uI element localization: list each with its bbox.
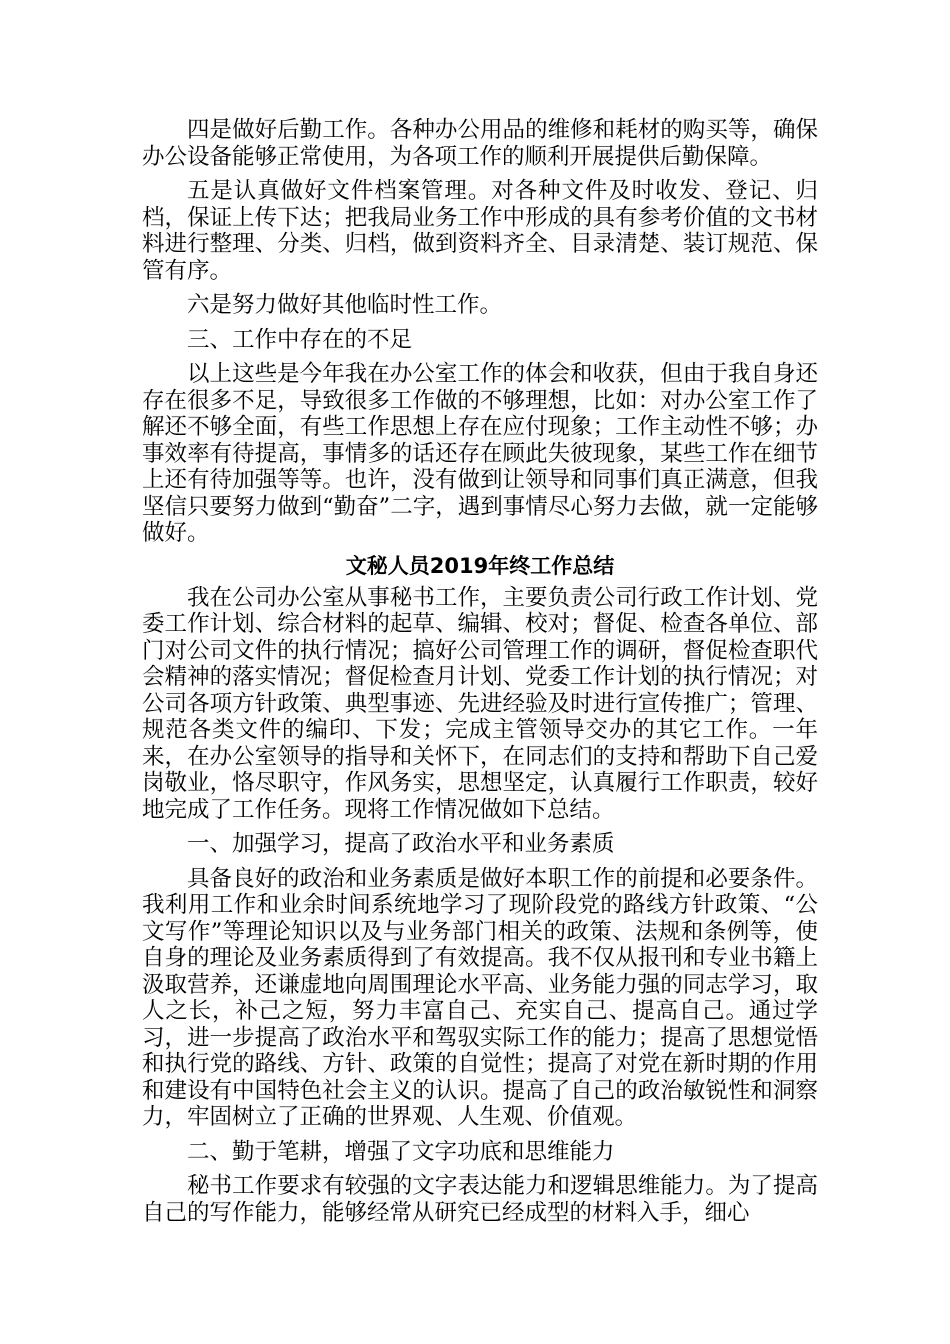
section-heading-shortcomings: 三、工作中存在的不足	[187, 326, 413, 353]
document-body	[142, 117, 818, 1234]
section-heading-study: 一、加强学习，提高了政治水平和业务素质	[187, 831, 615, 857]
paragraph-intro: 我在公司办公室从事秘书工作，主要负责公司行政工作计划、党委工作计划、综合材料的起草、编辑、校对；督促、检查各单位、部门对公司文件的执行情况；搞好公司管理工作的调研，督促检查职代会精神的落实情况；督促检查月计划、党委工作计划的执行情况；对公司各项方针政策、典型事迹、先进经验及时进行宣传推广；管理、规范各类文件的编印、下发；完成主管领导交办的其它工作。一年来，在办公室领导的指导和关怀下，在同志们的支持和帮助下自己爱岗敬业，恪尽职守，作风务实，思想坚定，认真履行工作职责，较好地完成了工作任务。现将工作情况做如下总结。	[142, 584, 818, 823]
paragraph-logistics: 四是做好后勤工作。各种办公用品的维修和耗材的购买等，确保办公设备能够正常使用，为各项工作的顺利开展提供后勤保障。	[142, 117, 818, 170]
paragraph-temporary-work: 六是努力做好其他临时性工作。	[187, 292, 503, 318]
paragraph-study: 具备良好的政治和业务素质是做好本职工作的前提和必要条件。我利用工作和业余时间系统地学习了现阶段党的路线方针政策、“公文写作”等理论知识以及与业务部门相关的政策、法规和条例等，使自身的理论及业务素质得到了有效提高。我不仅从报刊和专业书籍上汲取营养，还谦虚地向周围理论水平高、业务能力强的同志学习，取人之长，补己之短，努力丰富自己、充实自己、提高自己。通过学习，进一步提高了政治水平和驾驭实际工作的能力；提高了思想觉悟和执行党的路线、方针、政策的自觉性；提高了对党在新时期的作用和建设有中国特色社会主义的认识。提高了自己的政治敏锐性和洞察力，牢固树立了正确的世界观、人生观、价值观。	[142, 865, 818, 1130]
document-title: 文秘人员2019年终工作总结	[345, 553, 615, 578]
paragraph-writing: 秘书工作要求有较强的文字表达能力和逻辑思维能力。为了提高自己的写作能力，能够经常从研究已经成型的材料入手，细心	[142, 1173, 818, 1226]
paragraph-shortcomings: 以上这些是今年我在办公室工作的体会和收获，但由于我自身还存在很多不足，导致很多工作做的不够理想，比如：对办公室工作了解还不够全面，有些工作思想上存在应付现象；工作主动性不够；办事效率有待提高，事情多的话还存在顾此失彼现象，某些工作在细节上还有待加强等等。也许，没有做到让领导和同事们真正满意，但我坚信只要努力做到“勤奋”二字，遇到事情尽心努力去做，就一定能够做好。	[142, 361, 818, 546]
paragraph-archives: 五是认真做好文件档案管理。对各种文件及时收发、登记、归档，保证上传下达；把我局业务工作中形成的具有参考价值的文书材料进行整理、分类、归档，做到资料齐全、目录清楚、装订规范、保管有序。	[142, 178, 818, 284]
section-heading-writing: 二、勤于笔耕，增强了文字功底和思维能力	[187, 1138, 615, 1165]
